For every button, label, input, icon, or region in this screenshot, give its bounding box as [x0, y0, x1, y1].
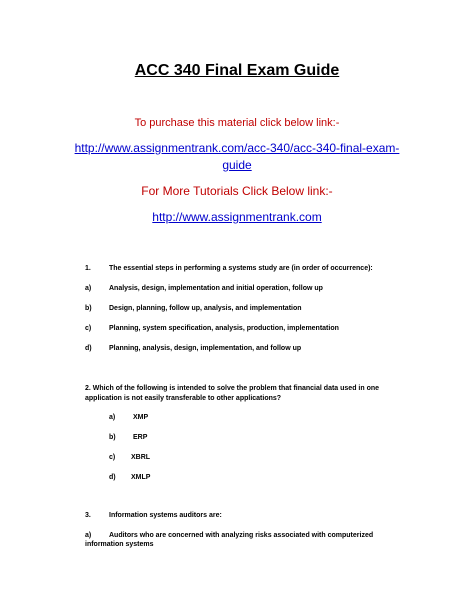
purchase-text: To purchase this material click below link:- [134, 117, 340, 129]
q2-option-d-letter: d) [109, 474, 116, 481]
home-link[interactable]: http://www.assignmentrank.com [152, 210, 322, 224]
q1-option-d-text: Planning, analysis, design, implementation, and follow up [109, 345, 302, 352]
q2-option-a-letter: a) [109, 414, 116, 421]
q1-option-d-letter: d) [85, 345, 92, 352]
q2-option-c-text: XBRL [131, 454, 151, 461]
purchase-link-line1[interactable]: http://www.assignmentrank.com/acc-340/acc-340-final-exam- [74, 141, 400, 155]
question-2-text-line1: 2. Which of the following is intended to solve the problem that financial data used in one [85, 385, 380, 392]
q3-option-a-text-line2: information systems [85, 541, 154, 548]
q3-option-a-letter: a) [85, 532, 92, 539]
question-3-text: Information systems auditors are: [109, 512, 222, 519]
q1-option-b-letter: b) [85, 305, 92, 312]
purchase-link-line2[interactable]: guide [222, 158, 252, 172]
q1-option-a-text: Analysis, design, implementation and initial operation, follow up [109, 285, 323, 292]
q1-option-c-text: Planning, system specification, analysis, production, implementation [109, 325, 339, 332]
q1-option-b-text: Design, planning, follow up, analysis, and implementation [109, 305, 302, 312]
more-tutorials-text: For More Tutorials Click Below link:- [141, 184, 333, 198]
q1-option-c-letter: c) [85, 325, 92, 332]
question-1-number: 1. [85, 265, 91, 272]
q3-option-a-text-line1: Auditors who are concerned with analyzing risks associated with computerized [109, 532, 374, 539]
question-3-number: 3. [85, 512, 91, 519]
q2-option-a-text: XMP [133, 414, 149, 421]
q1-option-a-letter: a) [85, 285, 92, 292]
question-2-text-line2: application is not easily transferable to other applications? [85, 395, 282, 402]
question-1-text: The essential steps in performing a systems study are (in order of occurrence): [109, 265, 373, 272]
document-title: ACC 340 Final Exam Guide [134, 62, 340, 79]
q2-option-b-letter: b) [109, 434, 116, 441]
q2-option-b-text: ERP [133, 434, 148, 441]
q2-option-c-letter: c) [109, 454, 116, 461]
q2-option-d-text: XMLP [131, 474, 151, 481]
